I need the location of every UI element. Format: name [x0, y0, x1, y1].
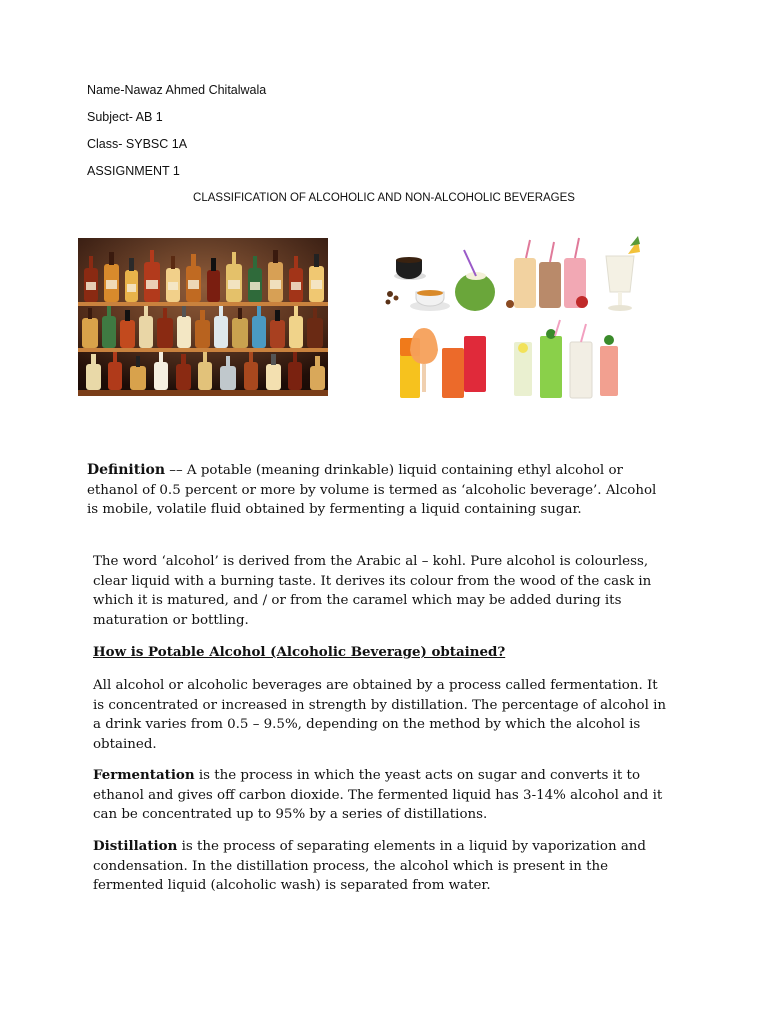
assignment-label: ASSIGNMENT 1 — [87, 164, 180, 178]
class-line: Class- SYBSC 1A — [87, 137, 188, 151]
student-name: Name-Nawaz Ahmed Chitalwala — [87, 83, 267, 97]
definition-term: Definition — [87, 462, 166, 478]
obtained-paragraph: All alcohol or alcoholic beverages are obtained by a process called fermentation. It is concentrated or increased in strength by distillation. The percentage of alcohol in a drink varies from 0.5 – 9.5%, depending on the method by which the alcohol is obtained. — [93, 678, 667, 752]
alcoholic-bottles-photo — [78, 238, 328, 396]
definition-text: –– A potable (meaning drinkable) liquid containing ethyl alcohol or ethanol of 0.5 percent or more by volume is termed as ‘alcoholic beverage’. Alcohol is mobile, volatile fluid obtained by fermenting a liquid containing sugar. — [87, 463, 657, 518]
distillation-text: is the process of separating elements in a liquid by vaporization and condensation. In the distillation process, the alcohol which is present in the fermented liquid (alcoholic wash) is separated from water. — [93, 839, 646, 894]
non-alcoholic-beverages-photo — [380, 236, 652, 406]
distillation-term: Distillation — [93, 838, 178, 854]
fermentation-text: is the process in which the yeast acts on sugar and converts it to ethanol and gives off carbon dioxide. The fermented liquid has 3-14% alcohol and it can be concentrated up to 95% by a series of distillations. — [93, 768, 663, 823]
fermentation-paragraph — [93, 766, 673, 825]
subject-line: Subject- AB 1 — [87, 110, 163, 124]
question-heading: How is Potable Alcohol (Alcoholic Beverage) obtained? — [93, 644, 506, 660]
document-title: CLASSIFICATION OF ALCOHOLIC AND NON-ALCOHOLIC BEVERAGES — [193, 192, 575, 204]
distillation-paragraph — [93, 837, 678, 896]
definition-paragraph — [87, 461, 667, 520]
origin-paragraph: The word ‘alcohol’ is derived from the Arabic al – kohl. Pure alcohol is colourless, clear liquid with a burning taste. It derives its colour from the wood of the cask in which it is matured, and / or from the caramel which may be added during its maturation or bottling. — [93, 554, 652, 628]
fermentation-term: Fermentation — [93, 767, 195, 783]
